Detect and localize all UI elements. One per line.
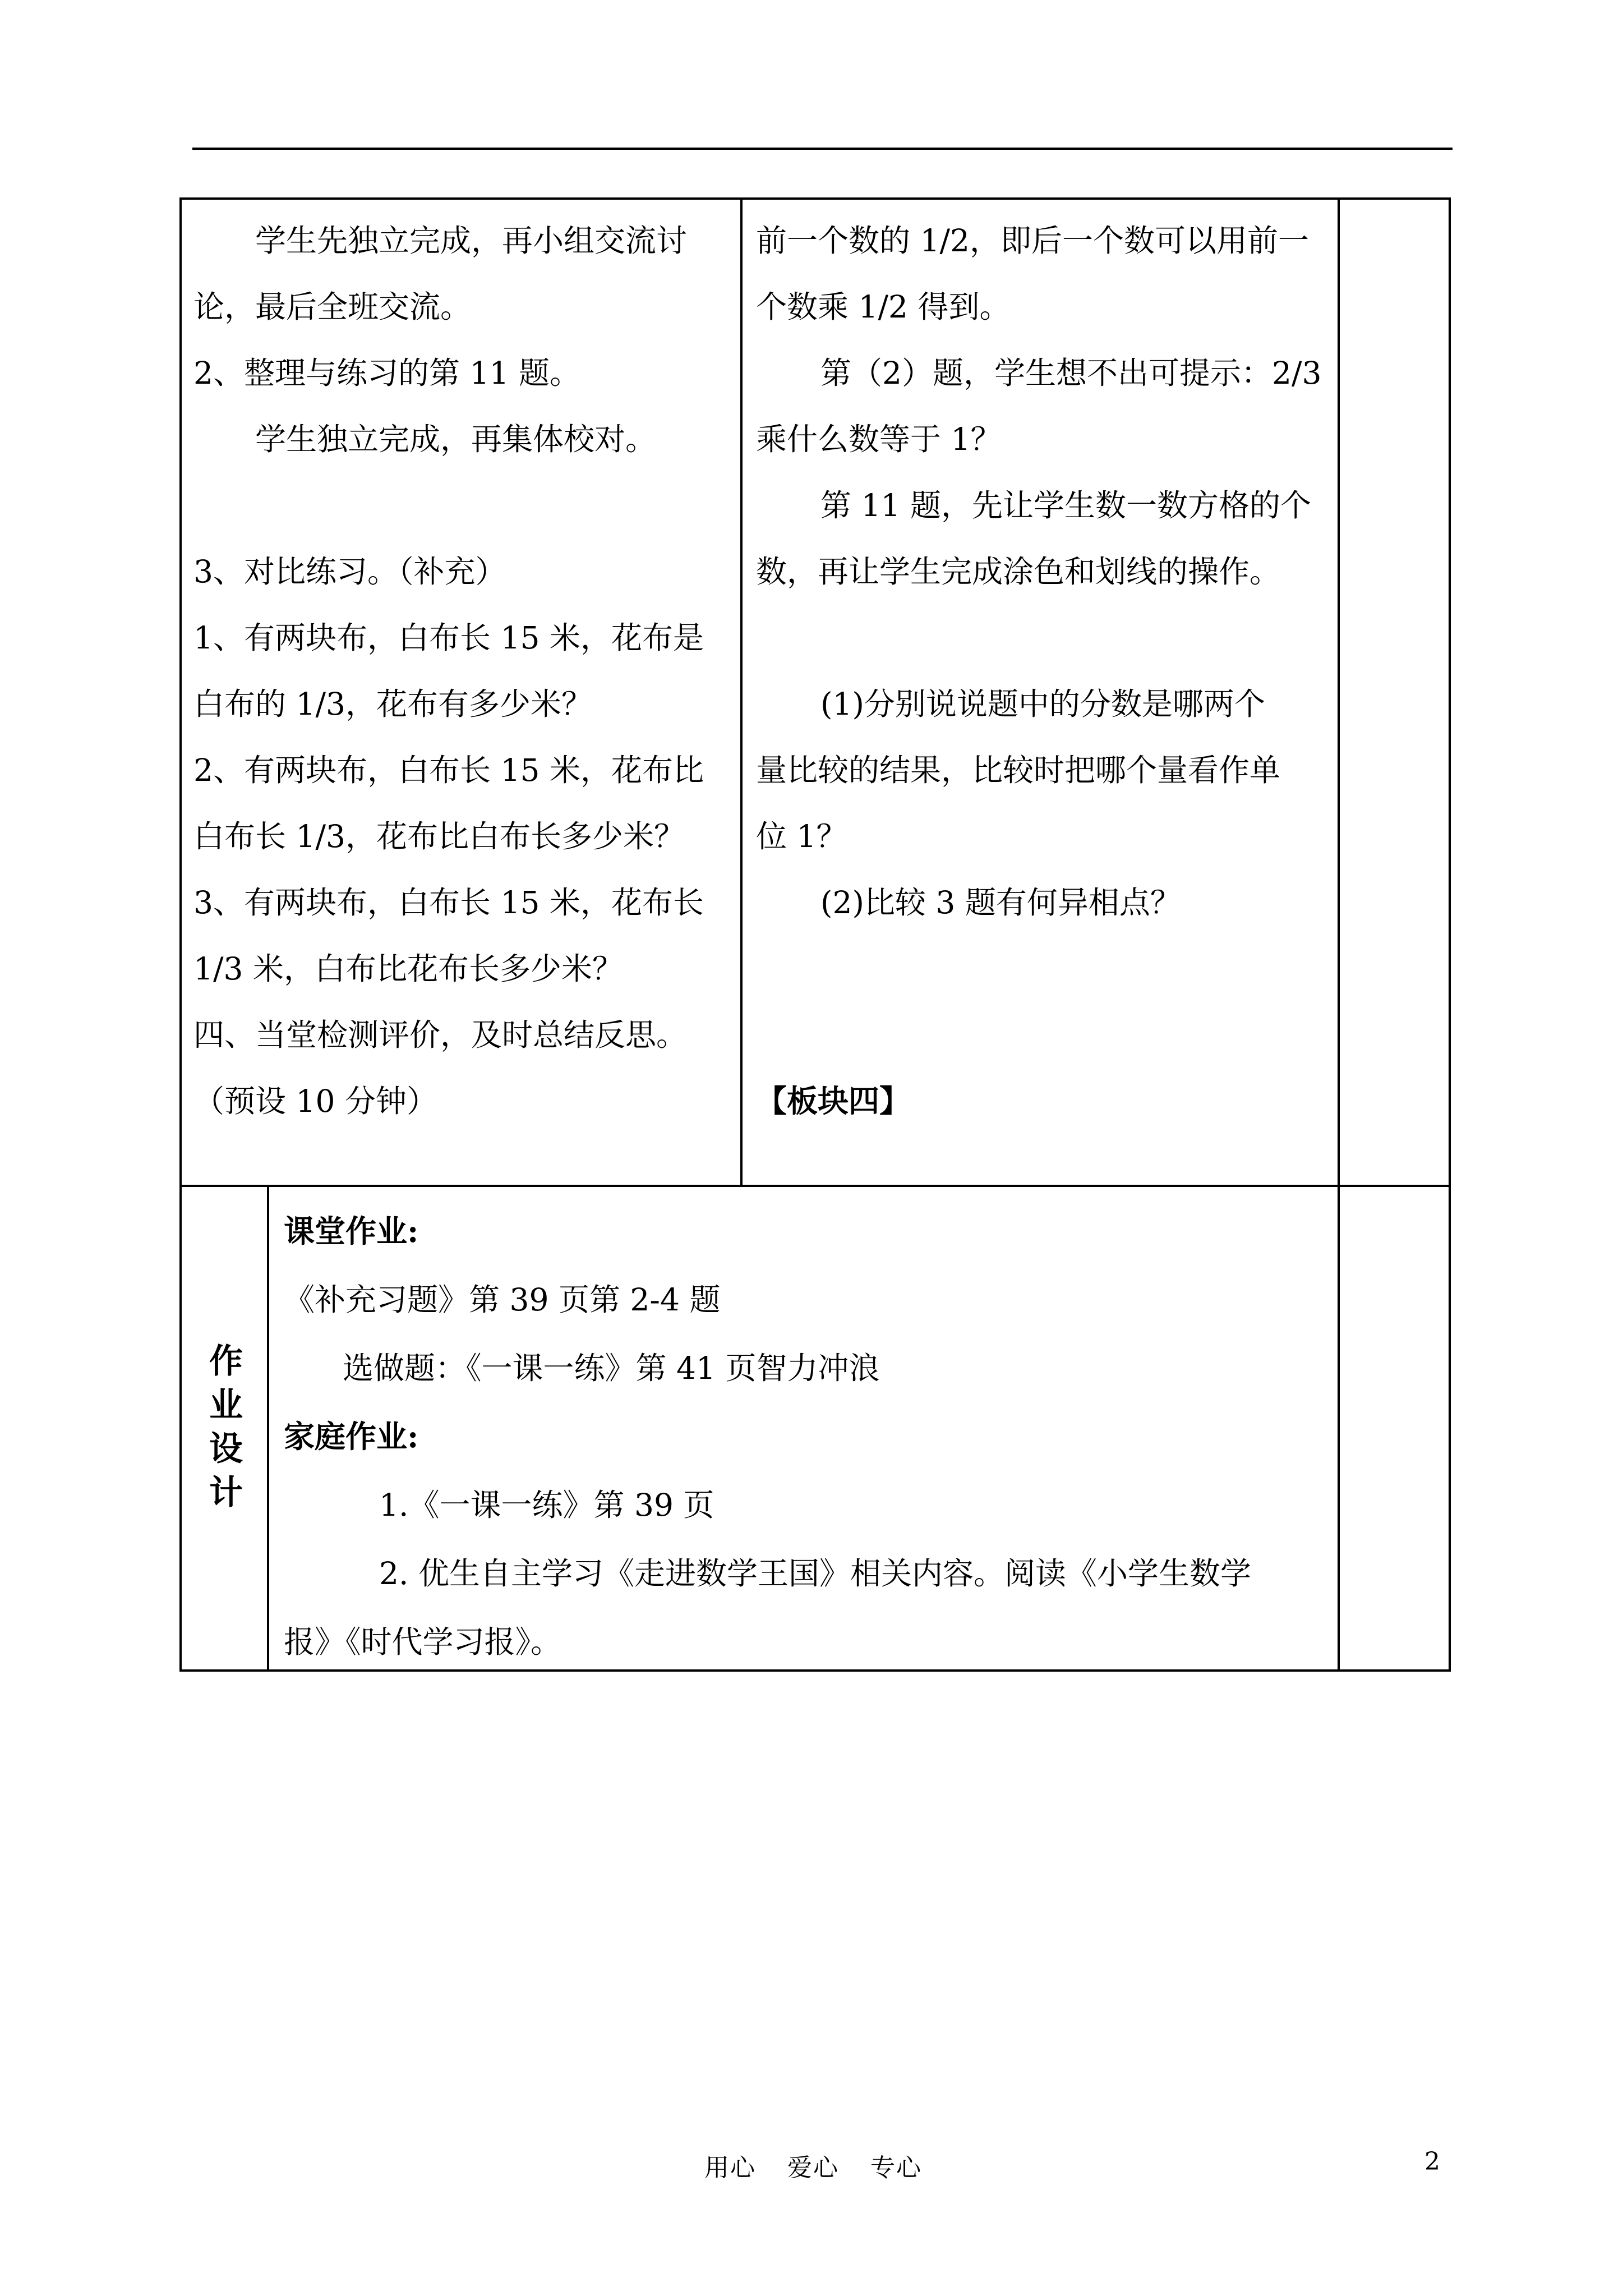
table-col-divider [740, 197, 743, 1187]
text-line: 3、对比练习。（补充） [193, 554, 506, 590]
text-line: 1、有两块布，白布长 15 米，花布是 [193, 620, 704, 656]
text-line: (2)比较 3 题有何异相点？ [820, 885, 1181, 921]
label-char: 作 [209, 1342, 243, 1381]
footer-motto: 用心 爱心 专心 [704, 2154, 922, 2182]
text-line: （预设 10 分钟） [193, 1083, 437, 1119]
homework-content [284, 1197, 1327, 1676]
homework-design-label [192, 1340, 260, 1515]
text-line: 乘什么数等于 1？ [756, 421, 1002, 457]
text-line [193, 472, 732, 539]
home-work-item: 1.《一课一练》第 39 页 [379, 1487, 714, 1523]
page-number: 2 [1424, 2147, 1440, 2176]
text-line [756, 605, 1328, 671]
table-top-border [179, 197, 1451, 200]
text-line: 3、有两块布，白布长 15 米，花布长 [193, 885, 704, 921]
text-line: 四、当堂检测评价，及时总结反思。 [193, 1017, 688, 1053]
text-line: 白布的 1/3，花布有多少米？ [193, 686, 592, 722]
text-line: 白布长 1/3，花布比白布长多少米？ [193, 818, 685, 854]
text-line: 论，最后全班交流。 [193, 289, 472, 325]
text-line: (1)分别说说题中的分数是哪两个 [820, 686, 1265, 722]
header-rule [192, 148, 1453, 150]
label-char: 计 [209, 1473, 243, 1512]
section-heading: 【板块四】 [756, 1083, 911, 1119]
homework-label-divider [267, 1185, 269, 1672]
text-line: 量比较的结果，比较时把哪个量看作单 [756, 752, 1281, 788]
teacher-guidance-column [756, 208, 1328, 1134]
text-line: 第 11 题，先让学生数一数方格的个 [820, 487, 1311, 523]
text-line: 第（2）题，学生想不出可提示：2/3 [820, 355, 1322, 391]
home-work-title: 家庭作业: [284, 1418, 419, 1455]
table-right-border [1449, 197, 1451, 1672]
classwork-title: 课堂作业: [284, 1213, 419, 1249]
text-line: 1/3 米，白布比花布长多少米？ [193, 951, 623, 987]
text-line: 个数乘 1/2 得到。 [756, 289, 1011, 325]
table-left-border [179, 197, 182, 1672]
text-line: 位 1？ [756, 818, 847, 854]
label-char: 设 [209, 1429, 243, 1469]
text-line [756, 1002, 1328, 1068]
table-notes-divider [1338, 197, 1340, 1672]
home-work-item-continued: 报》《时代学习报》。 [284, 1624, 562, 1660]
text-line: 前一个数的 1/2，即后一个数可以用前一 [756, 223, 1309, 259]
text-line: 学生独立完成，再集体校对。 [255, 421, 657, 457]
text-line [756, 936, 1328, 1002]
table-row-divider [179, 1185, 1451, 1187]
text-line: 数，再让学生完成涂色和划线的操作。 [756, 554, 1281, 590]
text-line: 2、整理与练习的第 11 题。 [193, 355, 580, 391]
classwork-optional-item: 选做题：《一课一练》第 41 页智力冲浪 [343, 1350, 880, 1386]
text-line: 2、有两块布，白布长 15 米，花布比 [193, 752, 704, 788]
label-char: 业 [209, 1386, 243, 1425]
text-line: 学生先独立完成，再小组交流讨 [255, 223, 688, 259]
student-activity-column [193, 208, 732, 1134]
home-work-item: 2. 优生自主学习《走进数学王国》相关内容。阅读《小学生数学 [379, 1556, 1251, 1591]
classwork-item: 《补充习题》第 39 页第 2-4 题 [284, 1282, 721, 1318]
